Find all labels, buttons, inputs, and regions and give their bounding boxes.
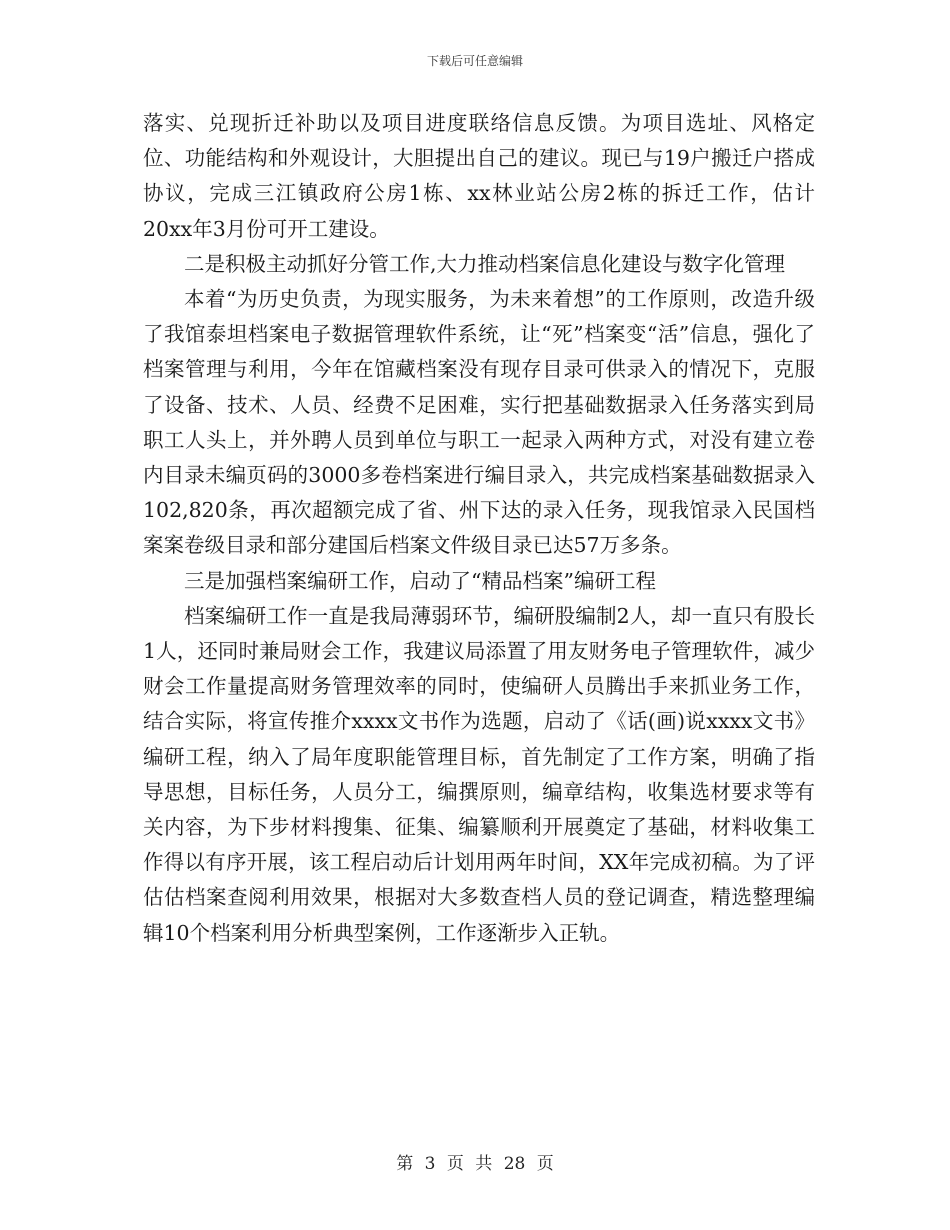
section-heading-2: 二是积极主动抓好分管工作,大力推动档案信息化建设与数字化管理 [184,251,786,276]
section-heading-4: 三是加强档案编研工作，启动了“精品档案”编研工程 [184,568,656,593]
page-number-footer: 第 3 页 共 28 页 [396,1154,554,1174]
body-paragraph-5: 档案编研工作一直是我局薄弱环节，编研股编制2人，却一直只有股长1人，还同时兼局财会工作，我建议局添置了用友财务电子管理软件，减少财会工作量提高财务管理效率的同时，使编研人员腾出手来抓业务工作，结合实际，将宣传推介xxxx文书作为选题，启动了《话(画)说xxxx文书》编研工程，纳入了局年度职能管理目标，首先制定了工作方案，明确了指导思想，目标任务，人员分工，编撰原则，编章结构，收集选材要求等有关内容，为下步材料搜集、征集、编纂顺利开展奠定了基础，材料收集工作得以有序开展，该工程启动后计划用两年时间，XX年完成初稿。为了评估估档案查阅利用效果，根据对大多数查档人员的登记调查，精选整理编辑10个档案利用分析典型案例，工作逐渐步入正轨。 [143,603,815,945]
body-paragraph-1: 落实、兑现折迁补助以及项目进度联络信息反馈。为项目选址、风格定位、功能结构和外观设计，大胆提出自己的建议。现已与19户搬迁户搭成协议，完成三江镇政府公房1栋、xx林业站公房2栋的拆迁工作，估计20xx年3月份可开工建设。 [143,111,815,241]
document-body [143,106,815,951]
body-paragraph-3: 本着“为历史负责，为现实服务，为未来着想”的工作原则，改造升级了我馆泰坦档案电子数据管理软件系统，让“死”档案变“活”信息，强化了档案管理与利用，今年在馆藏档案没有现存目录可供录入的情况下，克服了设备、技术、人员、经费不足困难，实行把基础数据录入任务落实到局职工人头上，并外聘人员到单位与职工一起录入两种方式，对没有建立卷内目录未编页码的3000多卷档案进行编目录入，共完成档案基础数据录入102,820条，再次超额完成了省、州下达的录入任务，现我馆录入民国档案案卷级目录和部分建国后档案文件级目录已达57万多条。 [143,287,815,558]
page-header: 下载后可任意编辑 [426,54,523,68]
